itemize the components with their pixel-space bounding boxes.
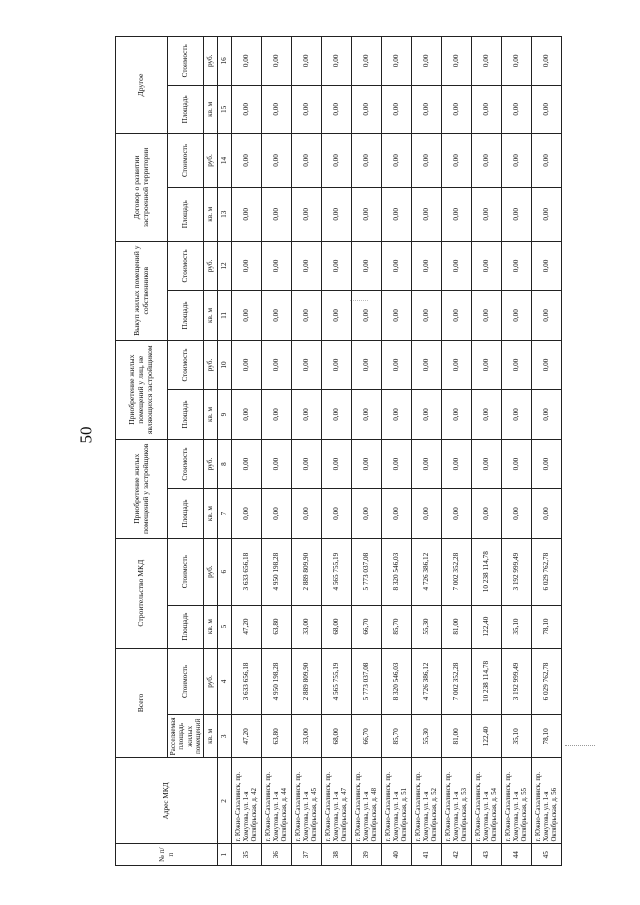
table-row (532, 37, 562, 866)
row-value: 0,00 (442, 85, 472, 133)
col-number: 11 (218, 291, 232, 341)
unit-rub: руб. (204, 134, 218, 188)
row-value: 0,00 (262, 241, 292, 291)
col-number: 7 (218, 489, 232, 539)
row-address: г. Южно-Сахалинск, пр. Хомутова, ул. 1-я Октябрьская, д. 48 (352, 758, 382, 844)
subheader-cost: Стоимость (168, 648, 204, 715)
row-value: 122,40 (472, 715, 502, 758)
row-value: 55,30 (412, 605, 442, 648)
row-value: 0,00 (262, 291, 292, 341)
rotated-table-wrapper (115, 36, 558, 866)
row-value: 4 565 755,19 (322, 648, 352, 715)
row-value: 0,00 (412, 291, 442, 341)
row-value: 0,00 (262, 489, 292, 539)
row-value: 0,00 (442, 187, 472, 241)
row-value: 0,00 (292, 134, 322, 188)
row-value: 0,00 (322, 439, 352, 489)
table-row (292, 37, 322, 866)
table-row (352, 37, 382, 866)
subheader-area-total: Расселяемая площадь жилых помещений (168, 715, 204, 758)
row-value: 0,00 (442, 489, 472, 539)
row-value: 0,00 (502, 439, 532, 489)
col-number: 4 (218, 648, 232, 715)
row-number: 36 (262, 844, 292, 866)
row-value: 81,00 (442, 715, 472, 758)
unit-area: кв. м (204, 390, 218, 440)
header-construction: Строительство МКД (116, 538, 168, 648)
row-value: 6 029 762,78 (532, 538, 562, 605)
row-value: 4 950 198,28 (262, 538, 292, 605)
row-value: 68,00 (322, 715, 352, 758)
row-value: 0,00 (382, 241, 412, 291)
row-value: 0,00 (382, 37, 412, 86)
table-body (232, 37, 562, 866)
row-value: 0,00 (442, 340, 472, 390)
row-value: 78,10 (532, 605, 562, 648)
row-value: 6 029 762,78 (532, 648, 562, 715)
row-address: г. Южно-Сахалинск, пр. Хомутова, ул. 1-я Октябрьская, д. 55 (502, 758, 532, 844)
row-number: 42 (442, 844, 472, 866)
header-row-groups (116, 37, 168, 866)
row-value: 0,00 (472, 439, 502, 489)
row-address: г. Южно-Сахалинск, пр. Хомутова, ул. 1-я Октябрьская, д. 45 (292, 758, 322, 844)
subheader-area: Площадь (168, 187, 204, 241)
header-other: Другое (116, 37, 168, 134)
unit-rub: руб. (204, 37, 218, 86)
row-value: 0,00 (472, 37, 502, 86)
row-value: 0,00 (532, 489, 562, 539)
row-value: 0,00 (322, 85, 352, 133)
row-value: 0,00 (412, 187, 442, 241)
row-value: 0,00 (472, 134, 502, 188)
col-number: 1 (218, 844, 232, 866)
header-total: Всего (116, 648, 168, 758)
row-value: 68,00 (322, 605, 352, 648)
table-row (262, 37, 292, 866)
unit-area: кв. м (204, 187, 218, 241)
col-number: 15 (218, 85, 232, 133)
row-value: 0,00 (532, 241, 562, 291)
row-value: 0,00 (502, 340, 532, 390)
row-number: 41 (412, 844, 442, 866)
row-value: 3 192 999,49 (502, 648, 532, 715)
col-number: 16 (218, 37, 232, 86)
col-number: 2 (218, 758, 232, 844)
col-number: 13 (218, 187, 232, 241)
header-territory: Договор о развитии застроенной территории (116, 134, 168, 242)
row-value: 0,00 (532, 187, 562, 241)
row-value: 0,00 (472, 85, 502, 133)
unit-rub: руб. (204, 241, 218, 291)
subheader-cost: Стоимость (168, 37, 204, 86)
row-value: 122,40 (472, 605, 502, 648)
header-purchase-other: Приобретение жилых помещений у лиц, не являющихся застройщиком (116, 340, 168, 439)
row-value: 0,00 (262, 439, 292, 489)
row-value: 0,00 (502, 390, 532, 440)
table-row (232, 37, 262, 866)
row-value: 66,70 (352, 605, 382, 648)
row-value: 0,00 (412, 37, 442, 86)
table-row (442, 37, 472, 866)
row-value: 7 002 352,28 (442, 648, 472, 715)
row-value: 0,00 (442, 390, 472, 440)
row-value: 0,00 (502, 85, 532, 133)
table-row (322, 37, 352, 866)
row-value: 0,00 (292, 37, 322, 86)
row-value: 0,00 (232, 390, 262, 440)
row-value: 0,00 (472, 390, 502, 440)
row-value: 63,80 (262, 605, 292, 648)
row-value: 3 633 656,18 (232, 538, 262, 605)
row-value: 0,00 (292, 390, 322, 440)
row-value: 0,00 (442, 134, 472, 188)
col-number: 3 (218, 715, 232, 758)
row-value: 0,00 (532, 439, 562, 489)
scan-mark (565, 745, 595, 747)
col-number: 12 (218, 241, 232, 291)
row-value: 0,00 (292, 187, 322, 241)
row-number: 40 (382, 844, 412, 866)
col-number: 10 (218, 340, 232, 390)
row-value: 0,00 (412, 85, 442, 133)
row-value: 0,00 (292, 85, 322, 133)
col-number: 14 (218, 134, 232, 188)
row-value: 0,00 (322, 134, 352, 188)
row-value: 63,80 (262, 715, 292, 758)
row-value: 0,00 (232, 291, 262, 341)
row-value: 8 320 546,03 (382, 648, 412, 715)
row-number: 37 (292, 844, 322, 866)
row-value: 35,10 (502, 605, 532, 648)
row-value: 0,00 (502, 241, 532, 291)
row-value: 0,00 (262, 134, 292, 188)
row-value: 0,00 (232, 340, 262, 390)
row-address: г. Южно-Сахалинск, пр. Хомутова, ул. 1-я Октябрьская, д. 54 (472, 758, 502, 844)
row-value: 85,70 (382, 605, 412, 648)
row-value: 0,00 (502, 489, 532, 539)
unit-rub: руб. (204, 439, 218, 489)
row-value: 0,00 (262, 390, 292, 440)
row-value: 0,00 (232, 489, 262, 539)
subheader-area: Площадь (168, 489, 204, 539)
row-value: 0,00 (322, 340, 352, 390)
row-value: 0,00 (292, 291, 322, 341)
row-value: 0,00 (532, 134, 562, 188)
row-value: 0,00 (502, 291, 532, 341)
page-number: 50 (76, 426, 96, 444)
row-address: г. Южно-Сахалинск, пр. Хомутова, ул. 1-я Октябрьская, д. 52 (412, 758, 442, 844)
row-number: 35 (232, 844, 262, 866)
unit-area: кв. м (204, 291, 218, 341)
row-address: г. Южно-Сахалинск, пр. Хомутова, ул. 1-я Октябрьская, д. 53 (442, 758, 472, 844)
row-value: 3 192 999,49 (502, 538, 532, 605)
row-address: г. Южно-Сахалинск, пр. Хомутова, ул. 1-я Октябрьская, д. 51 (382, 758, 412, 844)
row-value: 0,00 (412, 340, 442, 390)
row-value: 0,00 (262, 340, 292, 390)
header-row-numbers (218, 37, 232, 866)
row-value: 0,00 (472, 241, 502, 291)
row-value: 2 889 809,90 (292, 538, 322, 605)
row-value: 0,00 (412, 390, 442, 440)
row-value: 0,00 (412, 134, 442, 188)
row-value: 0,00 (502, 134, 532, 188)
row-value: 0,00 (352, 390, 382, 440)
header-address: Адрес МКД (116, 758, 218, 844)
row-value: 0,00 (292, 241, 322, 291)
col-number: 8 (218, 439, 232, 489)
table-row (502, 37, 532, 866)
row-value: 0,00 (442, 439, 472, 489)
row-value: 0,00 (502, 37, 532, 86)
subheader-cost: Стоимость (168, 134, 204, 188)
col-number: 5 (218, 605, 232, 648)
row-value: 66,70 (352, 715, 382, 758)
row-value: 0,00 (352, 439, 382, 489)
row-number: 38 (322, 844, 352, 866)
row-value: 0,00 (232, 439, 262, 489)
row-value: 0,00 (232, 134, 262, 188)
row-value: 0,00 (352, 291, 382, 341)
row-value: 35,10 (502, 715, 532, 758)
unit-area: кв. м (204, 85, 218, 133)
row-number: 45 (532, 844, 562, 866)
row-value: 0,00 (352, 37, 382, 86)
row-value: 0,00 (352, 340, 382, 390)
row-value: 0,00 (352, 187, 382, 241)
row-value: 0,00 (532, 340, 562, 390)
row-value: 0,00 (472, 187, 502, 241)
header-row-subcols (168, 37, 204, 866)
row-value: 7 002 352,28 (442, 538, 472, 605)
row-value: 47,20 (232, 715, 262, 758)
row-address: г. Южно-Сахалинск, пр. Хомутова, ул. 1-я Октябрьская, д. 47 (322, 758, 352, 844)
row-value: 4 565 755,19 (322, 538, 352, 605)
row-value: 0,00 (412, 241, 442, 291)
row-value: 4 726 386,12 (412, 538, 442, 605)
unit-rub: руб. (204, 538, 218, 605)
row-value: 10 238 114,78 (472, 648, 502, 715)
row-value: 5 773 037,08 (352, 648, 382, 715)
row-address: г. Южно-Сахалинск, пр. Хомутова, ул. 1-я Октябрьская, д. 44 (262, 758, 292, 844)
row-address: г. Южно-Сахалинск, пр. Хомутова, ул. 1-я Октябрьская, д. 56 (532, 758, 562, 844)
row-value: 0,00 (322, 390, 352, 440)
row-value: 0,00 (382, 187, 412, 241)
unit-area: кв. м (204, 715, 218, 758)
row-value: 0,00 (532, 291, 562, 341)
row-value: 47,20 (232, 605, 262, 648)
row-value: 0,00 (382, 134, 412, 188)
row-value: 0,00 (412, 489, 442, 539)
row-value: 55,30 (412, 715, 442, 758)
row-address: г. Южно-Сахалинск, пр. Хомутова, ул. 1-я Октябрьская, д. 42 (232, 758, 262, 844)
row-value: 0,00 (292, 340, 322, 390)
row-value: 0,00 (262, 85, 292, 133)
unit-area: кв. м (204, 489, 218, 539)
row-value: 85,70 (382, 715, 412, 758)
subheader-cost: Стоимость (168, 538, 204, 605)
col-number: 9 (218, 390, 232, 440)
row-value: 0,00 (532, 37, 562, 86)
row-value: 5 773 037,08 (352, 538, 382, 605)
header-purchase-dev: Приобретение жилых помещений у застройщиков (116, 439, 168, 538)
row-value: 0,00 (442, 37, 472, 86)
row-value: 81,00 (442, 605, 472, 648)
table-row (472, 37, 502, 866)
housing-table (115, 36, 562, 866)
header-row-units (204, 37, 218, 866)
subheader-area: Площадь (168, 605, 204, 648)
header-num: № п/п (116, 844, 218, 866)
row-value: 0,00 (382, 291, 412, 341)
row-value: 33,00 (292, 605, 322, 648)
row-value: 0,00 (532, 85, 562, 133)
row-value: 0,00 (472, 489, 502, 539)
subheader-cost: Стоимость (168, 439, 204, 489)
row-value: 0,00 (292, 489, 322, 539)
row-value: 0,00 (262, 37, 292, 86)
row-value: 0,00 (352, 241, 382, 291)
subheader-area: Площадь (168, 291, 204, 341)
row-value: 0,00 (232, 241, 262, 291)
row-value: 10 238 114,78 (472, 538, 502, 605)
row-value: 0,00 (382, 85, 412, 133)
row-value: 0,00 (232, 37, 262, 86)
row-value: 0,00 (322, 241, 352, 291)
row-value: 0,00 (352, 85, 382, 133)
row-value: 2 889 809,90 (292, 648, 322, 715)
row-value: 0,00 (322, 489, 352, 539)
header-buyback: Выкуп жилых помещений у собственников (116, 241, 168, 340)
row-value: 0,00 (322, 291, 352, 341)
row-value: 0,00 (532, 390, 562, 440)
subheader-area: Площадь (168, 85, 204, 133)
row-value: 0,00 (382, 390, 412, 440)
unit-rub: руб. (204, 340, 218, 390)
row-value: 0,00 (382, 489, 412, 539)
row-value: 3 633 656,18 (232, 648, 262, 715)
row-value: 0,00 (472, 291, 502, 341)
row-value: 0,00 (412, 439, 442, 489)
row-value: 33,00 (292, 715, 322, 758)
subheader-area: Площадь (168, 390, 204, 440)
row-value: 0,00 (232, 187, 262, 241)
row-value: 0,00 (292, 439, 322, 489)
table-row (412, 37, 442, 866)
row-value: 0,00 (382, 340, 412, 390)
row-value: 0,00 (262, 187, 292, 241)
row-value: 0,00 (442, 291, 472, 341)
row-number: 39 (352, 844, 382, 866)
subheader-cost: Стоимость (168, 241, 204, 291)
row-value: 0,00 (352, 134, 382, 188)
unit-rub: руб. (204, 648, 218, 715)
unit-area: кв. м (204, 605, 218, 648)
row-value: 0,00 (322, 37, 352, 86)
row-value: 0,00 (442, 241, 472, 291)
subheader-cost: Стоимость (168, 340, 204, 390)
row-value: 4 726 386,12 (412, 648, 442, 715)
row-value: 4 950 198,28 (262, 648, 292, 715)
row-value: 0,00 (322, 187, 352, 241)
row-number: 43 (472, 844, 502, 866)
row-value: 0,00 (382, 439, 412, 489)
col-number: 6 (218, 538, 232, 605)
row-value: 0,00 (502, 187, 532, 241)
row-value: 8 320 546,03 (382, 538, 412, 605)
row-value: 0,00 (472, 340, 502, 390)
row-value: 0,00 (232, 85, 262, 133)
row-value: 0,00 (352, 489, 382, 539)
row-number: 44 (502, 844, 532, 866)
table-row (382, 37, 412, 866)
row-value: 78,10 (532, 715, 562, 758)
